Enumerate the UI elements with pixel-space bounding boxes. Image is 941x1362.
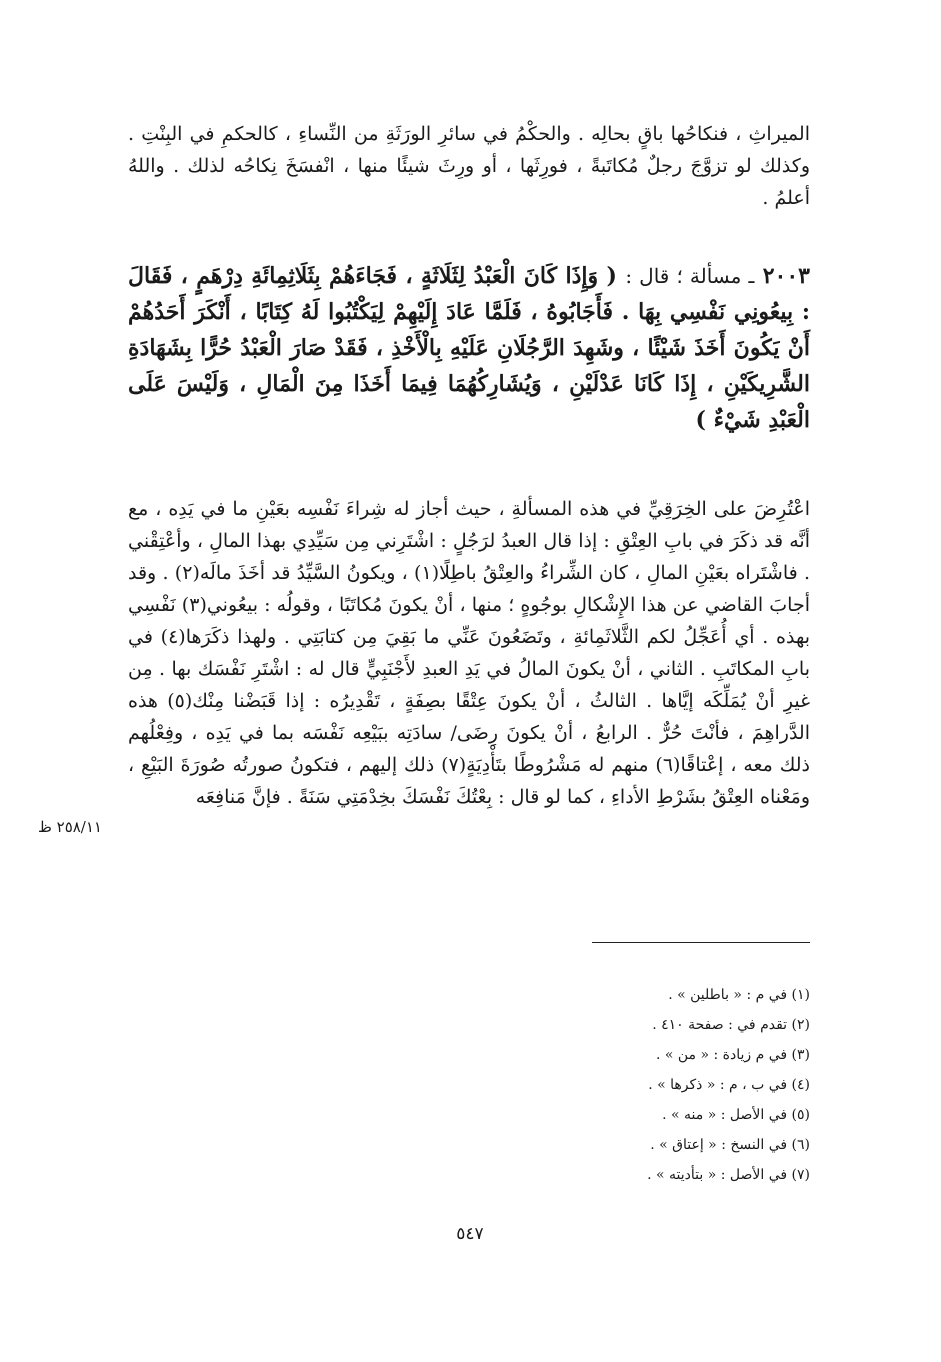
footnote-item: (٧) في الأصل : « بتأديته » . — [647, 1167, 810, 1183]
footnote-item: (٦) في النسخ : « إعتاق » . — [650, 1137, 810, 1153]
issue-number: ٢٠٠٣ — [762, 263, 810, 289]
intro-paragraph: الميراثِ ، فنكاحُها باقٍ بحالِه . والحكْمُ في سائرِ الورَثَةِ من النِّساءِ ، كالحكمِ في البِنْتِ . وكذلك لو تزوَّجَ رجلٌ مُكاتَبةً ، فورِثَها ، أو ورِثَ شيئًا منها ، انْفسَخَ نِكاحُه لذلك . واللهُ أعلمُ . — [128, 123, 810, 209]
footnote-separator — [592, 942, 810, 943]
commentary-paragraph: اعْتُرِضَ على الخِرَقِيِّ في هذه المسألةِ ، حيث أجاز له شِراءَ نَفْسِه بعَيْنِ ما في يَدِه ، مع أنَّه قد ذكَرَ في بابِ العِتْقِ : إذا قال العبدُ لرَجُلٍ : اشْتَرِني مِن سَيِّدِي بهذا المالِ ، وأعْتِقْني . فاشْتَراه بعَيْنِ المالِ ، كان الشِّراءُ والعِتْقُ باطِلًا(١) ، ويكونُ السَّيِّدُ قد أخَذَ مالَه(٢) . وقد أجابَ القاضي عن هذا الإِشْكالِ بوجُوهٍ ؛ منها ، أنْ يكونَ مُكاتَبًا ، وقولُه : بيعُوني(٣) نَفْسِي بهذه . أي أُعَجِّلُ لكم الثَّلاثَمِائةِ ، وتَضَعُونَ عَنِّي ما بَقِيَ مِن كتابَتِي . ولهذا ذكَرَها(٤) في بابِ المكاتَبِ . الثاني ، أنْ يكونَ المالُ في يَدِ العبدِ لأَجْنَبِيٍّ قال له : اشْتَرِ نَفْسَك بها . مِن غيرِ أنْ يُمَلِّكَه إيَّاها . الثالثُ ، أنْ يكونَ عِتْقًا بصِفَةٍ ، تَقْدِيرُه : إذا قَبَضْنا مِنْك(٥) هذه الدَّراهِمَ ، فأنْتَ حُرٌّ . الرابعُ ، أنْ يكونَ رِضَى/ سادَتِه ببَيْعِه نَفْسَه بما في يَدِه ، وفِعْلُهم ذلك معه ، إعْتاقًا(٦) منهم له مَشْرُوطًا بتَأْدِيَةٍ(٧) ذلك إليهم ، فتكونُ صورتُه صُورَةَ البَيْعِ ، ومَعْناه العِتْقُ بشَرْطِ الأداءِ ، كما لو قال : بِعْتُكَ نَفْسَكَ بخِدْمَتِي سَنَةً . فإنَّ مَنافِعَه — [128, 498, 811, 808]
issue-label: ـ مسألة ؛ قال : — [625, 264, 755, 288]
issue-paragraph — [128, 258, 810, 438]
footnote-item: (٢) تقدم في : صفحة ٤١٠ . — [652, 1017, 810, 1033]
footnote-item: (٥) في الأصل : « منه » . — [662, 1107, 810, 1123]
margin-folio-note: ٢٥٨/١١ ظ — [38, 818, 102, 836]
footnote-item: (١) في م : « باطلين » . — [668, 987, 810, 1003]
footnote-item: (٤) في ب ، م : « ذكرها » . — [648, 1077, 810, 1093]
issue-text: ( وَإِذَا كَانَ الْعَبْدُ لِثَلَاثَةٍ ، فَجَاءَهُمْ بِثَلَاثِمِائَةِ دِرْهَمٍ ، فَقَالَ : بِيعُونِي نَفْسِي بِهَا . فَأَجَابُوهُ ، فَلَمَّا عَادَ إِلَيْهِمْ لِيَكْتُبُوا لَهُ كِتَابًا ، أَنْكَرَ أَحَدُهُمْ أَنْ يَكُونَ أَخَذَ شَيْئًا ، وشَهِدَ الرَّجُلَانِ عَلَيْهِ بِالْأَخْذِ ، فَقَدْ صَارَ الْعَبْدُ حُرًّا بِشَهَادَةِ الشَّرِيكَيْنِ ، إِذَا كَانَا عَدْلَيْنِ ، وَيُشَارِكُهُمَا فِيمَا أَخَذَا مِنَ الْمَالِ ، وَلَيْسَ عَلَى الْعَبْدِ شَيْءٌ ) — [128, 263, 810, 433]
footnotes-list — [560, 980, 810, 1190]
page-number: ٥٤٧ — [456, 1224, 484, 1244]
footnote-item: (٣) في م زيادة : « من » . — [655, 1047, 810, 1063]
